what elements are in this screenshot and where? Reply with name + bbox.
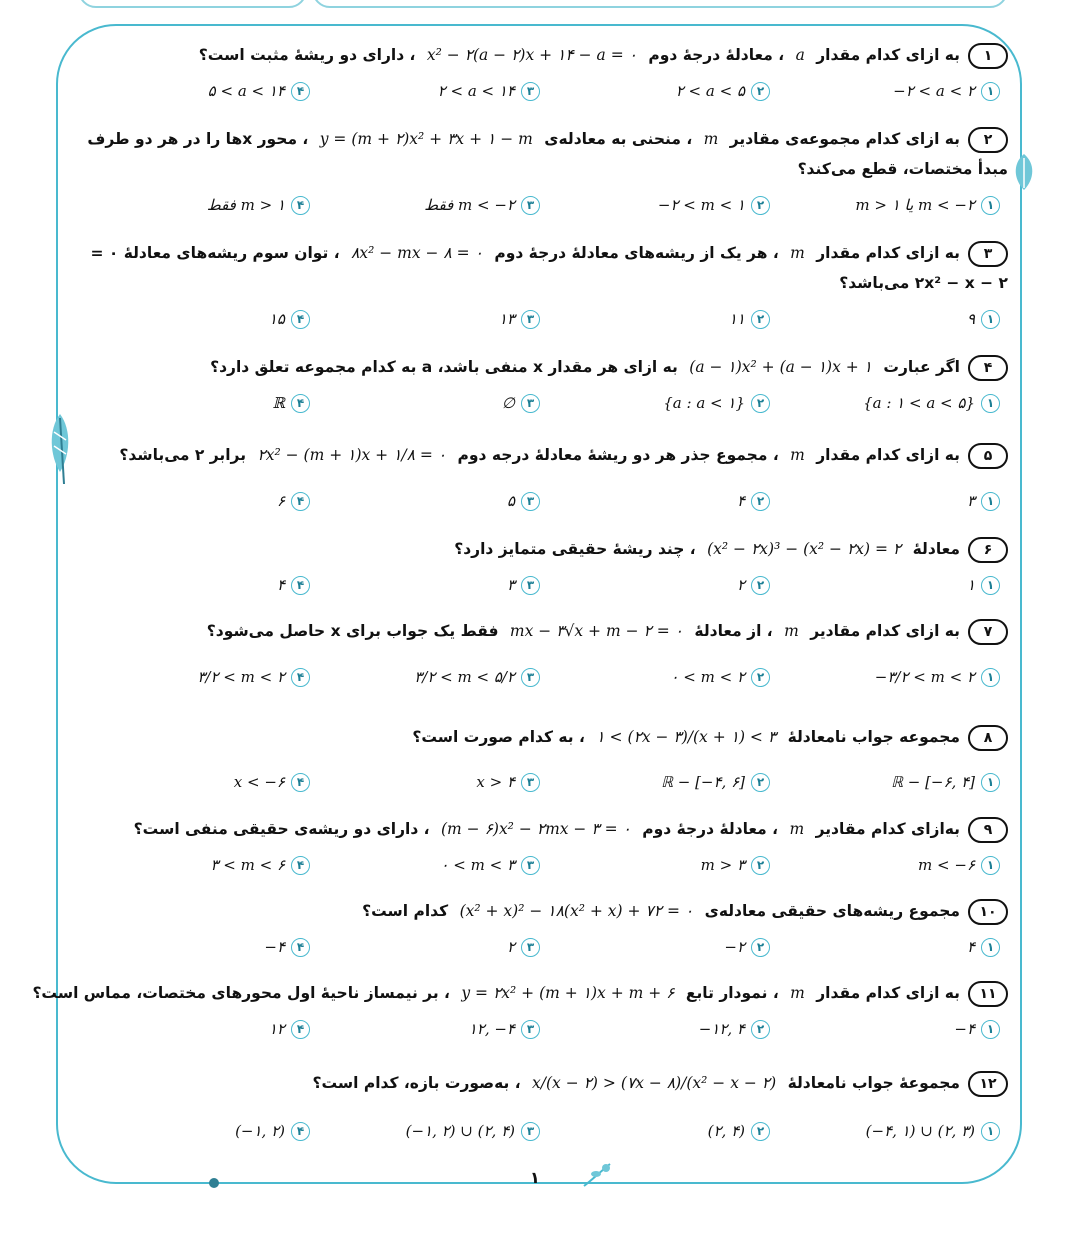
question-text: معادلهٔ: [912, 540, 960, 558]
option-value: ۲ < a < ۱۴: [437, 82, 515, 100]
option-number-badge: ۳: [521, 310, 540, 329]
question-text: ، بر نیمساز ناحیهٔ اول محورهای مختصات، مماس است؟: [32, 984, 450, 1002]
question-1: [70, 40, 1008, 70]
option-number-badge: ۲: [751, 196, 770, 215]
options-row: [90, 82, 1000, 106]
options-row: [90, 310, 1000, 334]
option-value: ℝ − [−۶, ۴]: [891, 773, 975, 791]
option-number-badge: ۲: [751, 492, 770, 511]
option-1[interactable]: [780, 394, 1000, 418]
option-1[interactable]: [780, 196, 1000, 220]
question-number: ۵: [968, 443, 1008, 469]
option-number-badge: ۳: [521, 576, 540, 595]
question-9: [70, 814, 1008, 844]
question-3: [70, 238, 1008, 298]
option-number-badge: ۲: [751, 1122, 770, 1141]
leaf-icon-right: [1010, 152, 1038, 192]
top-tab-left: [78, 0, 307, 8]
option-2[interactable]: [550, 1122, 770, 1146]
question-text: ، معادلهٔ درجهٔ دوم: [648, 46, 785, 64]
question-2: [70, 124, 1008, 184]
option-1[interactable]: [780, 82, 1000, 106]
option-value: ∅: [501, 394, 515, 412]
option-3[interactable]: [320, 773, 540, 797]
options-row: [90, 576, 1000, 600]
question-text: برابر ۲ می‌باشد؟: [119, 446, 247, 464]
option-value: ۲: [736, 576, 745, 594]
option-number-badge: ۳: [521, 668, 540, 687]
option-value: فقط m > ۱: [206, 196, 285, 214]
options-row: [90, 196, 1000, 220]
question-text: کدام است؟: [362, 902, 449, 920]
option-value: ۱۲, −۴: [468, 1020, 515, 1038]
option-2[interactable]: [550, 310, 770, 334]
option-number-badge: ۳: [521, 1122, 540, 1141]
option-2[interactable]: [550, 856, 770, 880]
top-tab-right: [312, 0, 1008, 8]
option-number-badge: ۲: [751, 938, 770, 957]
option-value: ۰ < m < ۳: [440, 856, 515, 874]
option-2[interactable]: [550, 938, 770, 962]
question-text: ، منحنی به معادله‌ی: [544, 130, 693, 148]
question-7: [70, 616, 1008, 646]
option-1[interactable]: [780, 773, 1000, 797]
option-value: {a : a < ۱}: [663, 394, 745, 412]
option-number-badge: ۱: [981, 856, 1000, 875]
options-row: [90, 938, 1000, 962]
option-3[interactable]: [320, 1122, 540, 1146]
option-number-badge: ۱: [981, 394, 1000, 413]
option-value: ۴: [276, 576, 285, 594]
question-6: [70, 534, 1008, 564]
question-text: فقط یک جواب برای x حاصل می‌شود؟: [206, 622, 499, 640]
option-4[interactable]: [90, 668, 310, 692]
question-number: ۱۲: [968, 1071, 1008, 1097]
question-text: ، مجموع جذر هر دو ریشهٔ معادلهٔ درجه دوم: [457, 446, 779, 464]
question-number: ۲: [968, 127, 1008, 153]
question-text: به ازای کدام مقادیر: [810, 622, 960, 640]
options-row: [90, 394, 1000, 418]
option-4[interactable]: [90, 938, 310, 962]
option-number-badge: ۳: [521, 492, 540, 511]
option-4[interactable]: [90, 1122, 310, 1146]
option-value: ۲ < a < ۵: [675, 82, 745, 100]
option-number-badge: ۱: [981, 576, 1000, 595]
option-value: ۳/۲ < m < ۵/۲: [414, 668, 515, 686]
question-text: به ازای هر مقدار x منفی باشد، a به کدام مجموعه تعلق دارد؟: [210, 358, 678, 376]
question-equation: mx − ۳√x + m − ۲ = ۰: [509, 622, 684, 640]
question-text: به ازای کدام مقدار: [816, 984, 960, 1002]
option-number-badge: ۴: [291, 1122, 310, 1141]
option-1[interactable]: [780, 576, 1000, 600]
option-number-badge: ۲: [751, 394, 770, 413]
option-value: −۲ < a < ۲: [893, 82, 975, 100]
option-number-badge: ۳: [521, 196, 540, 215]
question-number: ۸: [968, 725, 1008, 751]
option-value: {a : ۱ < a < ۵}: [863, 394, 975, 412]
question-text: ، هر یک از ریشه‌های معادلهٔ درجهٔ دوم: [494, 244, 779, 262]
option-value: ۴: [736, 492, 745, 510]
option-number-badge: ۲: [751, 773, 770, 792]
question-number: ۳: [968, 241, 1008, 267]
option-number-badge: ۴: [291, 82, 310, 101]
question-equation: (x² − ۲x)³ − (x² − ۲x) = ۲: [707, 540, 902, 558]
question-12: [70, 1068, 1008, 1098]
question-10: [70, 896, 1008, 926]
question-number: ۱۰: [968, 899, 1008, 925]
question-text: به‌ازای کدام مقادیر: [815, 820, 960, 838]
option-value: ۱: [966, 576, 975, 594]
option-3[interactable]: [320, 492, 540, 516]
option-value: ۳: [966, 492, 975, 510]
option-value: ۳/۲ < m < ۲: [197, 668, 285, 686]
question-variable: m: [790, 446, 805, 464]
option-4[interactable]: [90, 492, 310, 516]
option-4[interactable]: [90, 394, 310, 418]
option-2[interactable]: [550, 492, 770, 516]
question-text: ، از معادلهٔ: [694, 622, 773, 640]
question-text: به ازای کدام مقدار: [816, 244, 960, 262]
question-equation: (x² + x)² − ۱۸(x² + x) + ۷۲ = ۰: [459, 902, 694, 920]
option-value: ۲: [506, 938, 515, 956]
question-text: مجموعهٔ جواب نامعادلهٔ: [787, 1074, 960, 1092]
option-number-badge: ۳: [521, 82, 540, 101]
option-number-badge: ۱: [981, 1020, 1000, 1039]
question-number: ۱: [968, 43, 1008, 69]
question-text: ، نمودار تابع: [685, 984, 779, 1002]
option-number-badge: ۲: [751, 668, 770, 687]
question-text: ، به کدام صورت است؟: [412, 728, 585, 746]
option-number-badge: ۲: [751, 310, 770, 329]
option-value: (−۴, ۱) ∪ (۲, ۳): [865, 1122, 975, 1140]
question-variable: m: [789, 820, 805, 838]
option-number-badge: ۴: [291, 492, 310, 511]
question-equation: ۲x² − (m + ۱)x + ۱/۸ = ۰: [257, 446, 447, 464]
option-number-badge: ۴: [291, 1020, 310, 1039]
option-3[interactable]: [320, 196, 540, 220]
question-equation: y = ۲x² + (m + ۱)x + m + ۶: [461, 984, 675, 1002]
option-value: ۳: [506, 576, 515, 594]
option-number-badge: ۴: [291, 394, 310, 413]
option-value: (−۱, ۲) ∪ (۲, ۴): [405, 1122, 515, 1140]
option-1[interactable]: [780, 938, 1000, 962]
option-number-badge: ۱: [981, 668, 1000, 687]
question-text: اگر عبارت: [883, 358, 960, 376]
option-2[interactable]: [550, 773, 770, 797]
question-4: [70, 352, 1008, 382]
question-text: ، توان سوم ریشه‌های معادلهٔ ۰ = ۲x² − x − ۲ می‌باشد؟: [90, 244, 1008, 292]
question-variable: m: [790, 984, 805, 1002]
option-number-badge: ۴: [291, 938, 310, 957]
question-text: ، معادلهٔ درجهٔ دوم: [642, 820, 779, 838]
option-2[interactable]: [550, 1020, 770, 1044]
option-2[interactable]: [550, 82, 770, 106]
question-8: [70, 722, 1008, 752]
option-value: m > ۱ یا m < −۲: [855, 196, 975, 214]
option-1[interactable]: [780, 1020, 1000, 1044]
option-3[interactable]: [320, 1020, 540, 1044]
option-number-badge: ۲: [751, 82, 770, 101]
option-4[interactable]: [90, 196, 310, 220]
question-text: ، دارای دو ریشهٔ مثبت است؟: [198, 46, 416, 64]
option-3[interactable]: [320, 82, 540, 106]
option-1[interactable]: [780, 492, 1000, 516]
option-number-badge: ۴: [291, 310, 310, 329]
question-text: ، محور xها را در هر دو طرف مبدأ مختصات، قطع می‌کند؟: [87, 130, 1008, 178]
option-3[interactable]: [320, 394, 540, 418]
option-number-badge: ۱: [981, 196, 1000, 215]
option-2[interactable]: [550, 668, 770, 692]
option-value: m < −۶: [918, 856, 975, 874]
question-number: ۱۱: [968, 981, 1008, 1007]
question-equation: (a − ۱)x² + (a − ۱)x + ۱: [689, 358, 872, 376]
option-value: ۰ < m < ۲: [670, 668, 745, 686]
question-number: ۹: [968, 817, 1008, 843]
option-4[interactable]: [90, 82, 310, 106]
page-number: ۱: [530, 1168, 540, 1187]
question-11: [32, 978, 1008, 1008]
option-2[interactable]: [550, 576, 770, 600]
option-number-badge: ۴: [291, 773, 310, 792]
option-number-badge: ۳: [521, 856, 540, 875]
options-row: [90, 668, 1000, 692]
option-value: ۶: [276, 492, 285, 510]
question-equation: (m − ۶)x² − ۲mx − ۳ = ۰: [440, 820, 631, 838]
option-value: ۱۲: [268, 1020, 285, 1038]
option-number-badge: ۱: [981, 310, 1000, 329]
option-value: ℝ: [272, 394, 285, 412]
question-number: ۷: [968, 619, 1008, 645]
option-value: ۵: [506, 492, 515, 510]
options-row: [90, 1122, 1000, 1146]
option-3[interactable]: [320, 856, 540, 880]
option-4[interactable]: [90, 310, 310, 334]
question-text: به ازای کدام مجموعه‌ی مقادیر: [729, 130, 960, 148]
option-4[interactable]: [90, 773, 310, 797]
option-value: −۱۲, ۴: [698, 1020, 745, 1038]
question-text: ، دارای دو ریشه‌ی حقیقی منفی است؟: [133, 820, 430, 838]
option-value: x > ۴: [476, 773, 515, 791]
option-value: ۴: [966, 938, 975, 956]
option-value: ℝ − [−۴, ۶]: [661, 773, 745, 791]
option-number-badge: ۳: [521, 1020, 540, 1039]
question-equation: x² − ۲(a − ۲)x + ۱۴ − a = ۰: [426, 46, 637, 64]
option-value: فقط m < −۲: [424, 196, 515, 214]
option-number-badge: ۴: [291, 196, 310, 215]
option-value: ۹: [966, 310, 975, 328]
option-number-badge: ۲: [751, 1020, 770, 1039]
option-value: (۲, ۴): [707, 1122, 745, 1140]
option-number-badge: ۲: [751, 576, 770, 595]
option-number-badge: ۱: [981, 82, 1000, 101]
option-value: ۱۵: [268, 310, 285, 328]
option-value: ۵ < a < ۱۴: [207, 82, 285, 100]
question-text: ، چند ریشهٔ حقیقی متمایز دارد؟: [454, 540, 696, 558]
option-1[interactable]: [780, 668, 1000, 692]
question-variable: m: [703, 130, 719, 148]
question-text: مجموعه جواب نامعادلهٔ: [787, 728, 960, 746]
dot-icon-bottom: [207, 1176, 221, 1190]
option-value: −۲ < m < ۱: [657, 196, 745, 214]
question-text: مجموع ریشه‌های حقیقی معادله‌ی: [704, 902, 960, 920]
options-row: [90, 492, 1000, 516]
option-3[interactable]: [320, 668, 540, 692]
question-5: [70, 440, 1008, 470]
options-row: [90, 1020, 1000, 1044]
option-3[interactable]: [320, 310, 540, 334]
option-2[interactable]: [550, 394, 770, 418]
question-variable: a: [795, 46, 805, 64]
question-equation: y = (m + ۲)x² + ۳x + ۱ − m: [319, 130, 533, 148]
option-value: −۴: [954, 1020, 975, 1038]
option-number-badge: ۴: [291, 856, 310, 875]
option-value: m > ۳: [700, 856, 745, 874]
question-text: به ازای کدام مقدار: [816, 446, 960, 464]
question-text: به ازای کدام مقدار: [816, 46, 960, 64]
option-number-badge: ۳: [521, 394, 540, 413]
option-4[interactable]: [90, 576, 310, 600]
option-number-badge: ۱: [981, 1122, 1000, 1141]
question-text: ، به‌صورت بازه، کدام است؟: [312, 1074, 521, 1092]
option-1[interactable]: [780, 856, 1000, 880]
option-3[interactable]: [320, 576, 540, 600]
option-value: −۴: [264, 938, 285, 956]
option-number-badge: ۴: [291, 668, 310, 687]
option-value: −۲: [724, 938, 745, 956]
option-number-badge: ۱: [981, 773, 1000, 792]
option-4[interactable]: [90, 1020, 310, 1044]
option-3[interactable]: [320, 938, 540, 962]
options-row: [90, 773, 1000, 797]
option-1[interactable]: [780, 1122, 1000, 1146]
option-value: ۱۳: [498, 310, 515, 328]
option-value: x < −۶: [233, 773, 285, 791]
options-row: [90, 856, 1000, 880]
question-variable: m: [784, 622, 799, 640]
option-2[interactable]: [550, 196, 770, 220]
question-number: ۶: [968, 537, 1008, 563]
question-equation: ۱ < (۲x − ۳)/(x + ۱) < ۳: [596, 728, 777, 746]
question-number: ۴: [968, 355, 1008, 381]
option-value: ۱۱: [728, 310, 745, 328]
option-value: −۳/۲ < m < ۲: [874, 668, 975, 686]
option-number-badge: ۱: [981, 938, 1000, 957]
flower-icon-bottom: [580, 1160, 614, 1190]
option-value: ۳ < m < ۶: [210, 856, 285, 874]
option-number-badge: ۴: [291, 576, 310, 595]
option-1[interactable]: [780, 310, 1000, 334]
option-number-badge: ۳: [521, 773, 540, 792]
question-equation: x/(x − ۲) > (۷x − ۸)/(x² − x − ۲): [532, 1074, 777, 1092]
option-value: (−۱, ۲): [235, 1122, 285, 1140]
option-4[interactable]: [90, 856, 310, 880]
option-number-badge: ۱: [981, 492, 1000, 511]
question-variable: m: [790, 244, 805, 262]
question-equation: ۸x² − mx − ۸ = ۰: [351, 244, 483, 262]
option-number-badge: ۲: [751, 856, 770, 875]
option-number-badge: ۳: [521, 938, 540, 957]
